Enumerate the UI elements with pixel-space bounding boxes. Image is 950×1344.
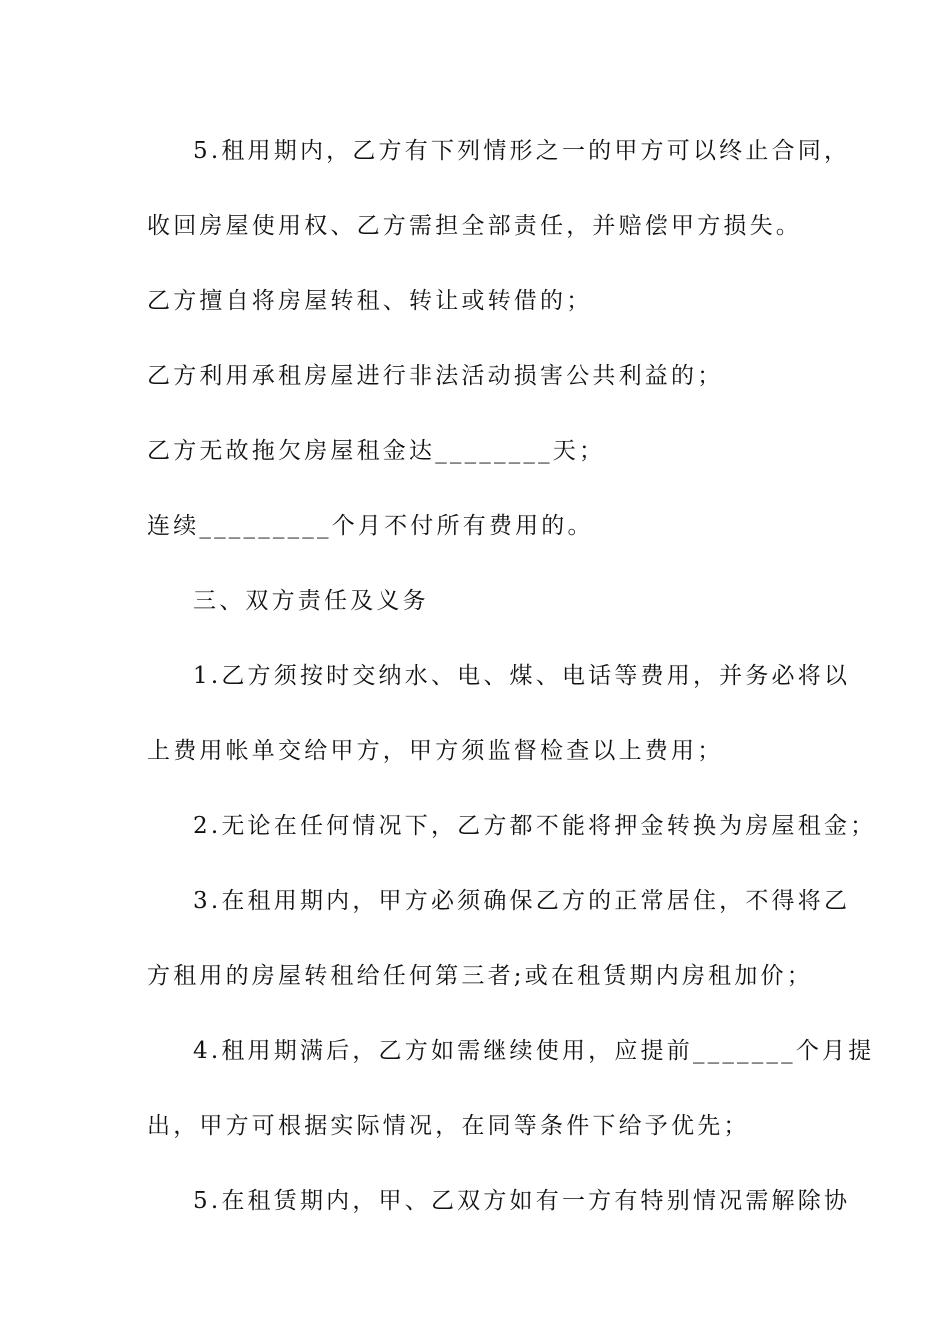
text-line-11: 3.在租用期内，甲方必须确保乙方的正常居住，不得将乙 (193, 888, 851, 914)
text-line-14: 出，甲方可根据实际情况，在同等条件下给予优先； (147, 1113, 750, 1139)
section-heading: 三、双方责任及义务 (193, 588, 429, 614)
text-line-2: 收回房屋使用权、乙方需担全部责任，并赔偿甲方损失。 (147, 213, 802, 239)
text-line-4: 乙方利用承租房屋进行非法活动损害公共利益的； (147, 363, 724, 389)
text-line-3: 乙方擅自将房屋转租、转让或转借的； (147, 288, 593, 314)
text-line-12: 方租用的房屋转租给任何第三者;或在租赁期内房租加价； (147, 963, 813, 989)
text-line-13: 4.租用期满后，乙方如需继续使用，应提前_______个月提 (193, 1038, 875, 1064)
text-line-6: 连续_________个月不付所有费用的。 (147, 513, 594, 539)
text-line-8: 1.乙方须按时交纳水、电、煤、电话等费用，并务必将以 (193, 663, 851, 689)
text-line-9: 上费用帐单交给甲方，甲方须监督检查以上费用； (147, 738, 724, 764)
text-line-10: 2.无论在任何情况下，乙方都不能将押金转换为房屋租金； (193, 813, 877, 839)
text-line-5: 乙方无故拖欠房屋租金达________天； (147, 438, 606, 464)
text-line-15: 5.在租赁期内，甲、乙双方如有一方有特别情况需解除协 (193, 1188, 851, 1214)
text-line-1: 5.租用期内，乙方有下列情形之一的甲方可以终止合同， (193, 138, 851, 164)
